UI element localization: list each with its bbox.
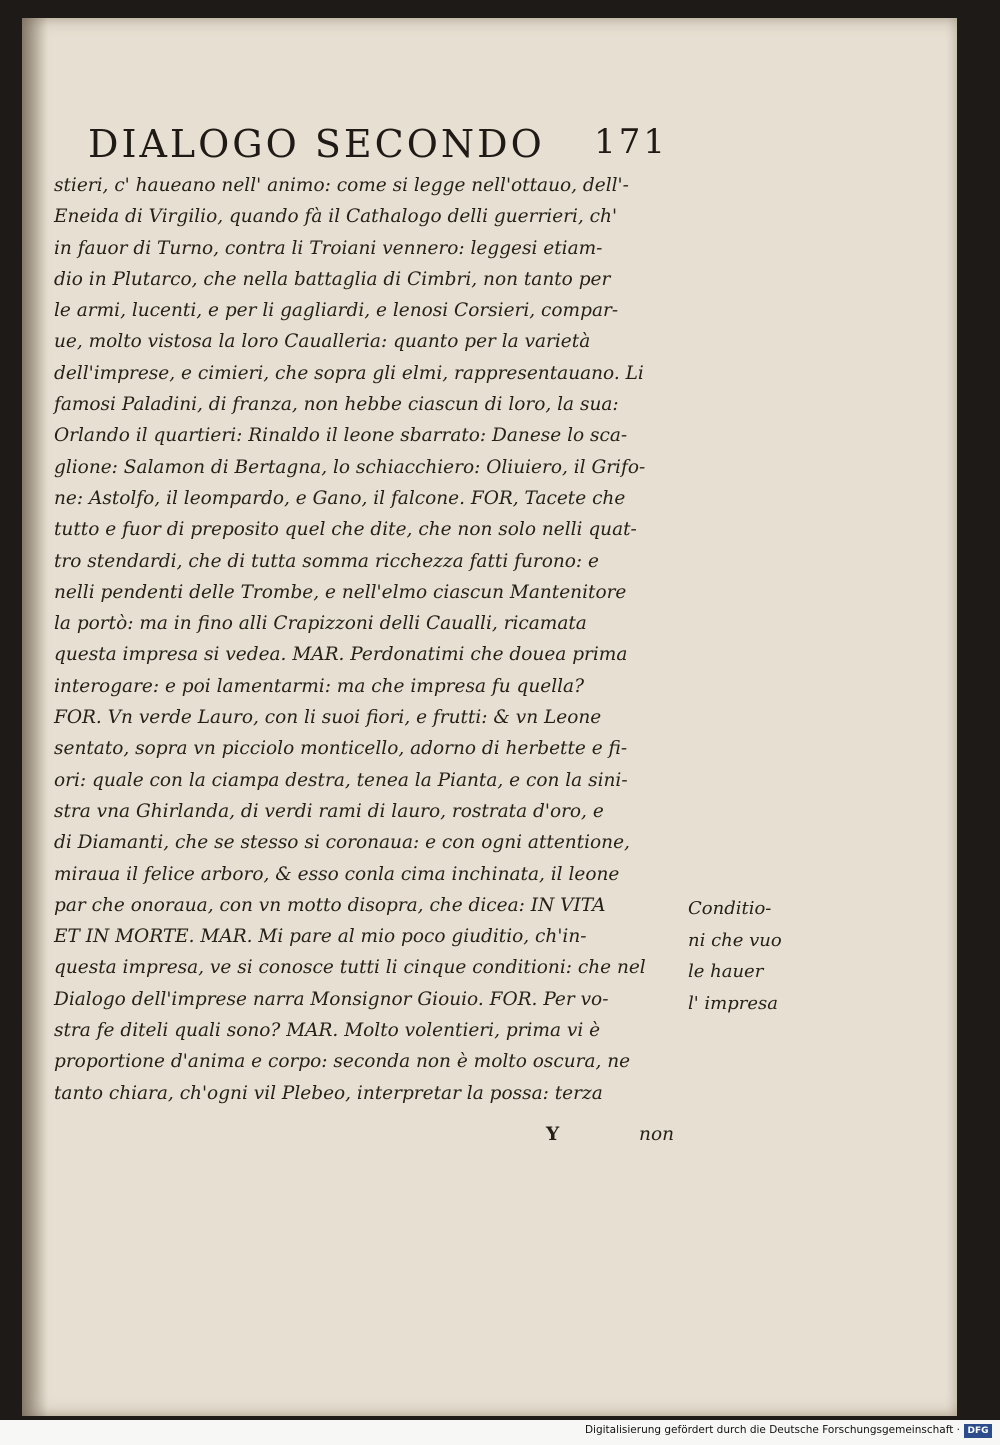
text-line: questa impresa, ve si conosce tutti li cinque conditioni: che nel — [54, 957, 646, 979]
text-line: sentato, sopra vn picciolo monticello, adorno di herbette e fi- — [54, 738, 628, 760]
text-line: tro stendardi, che di tutta somma ricchezza fatti furono: e — [54, 550, 599, 572]
text-line: FOR. Vn verde Lauro, con li suoi fiori, e frutti: & vn Leone — [54, 707, 602, 729]
marginal-gloss — [688, 893, 798, 1019]
text-line: la portò: ma in fino alli Crapizzoni delli Caualli, ricamata — [54, 613, 587, 635]
body-text — [54, 170, 674, 1109]
text-line: Eneida di Virgilio, quando fà il Cathalogo delli guerrieri, ch' — [54, 206, 618, 228]
text-line: ne: Astolfo, il leompardo, e Gano, il falcone. FOR, Tacete che — [54, 487, 626, 509]
gloss-line: ni che vuo — [688, 929, 782, 951]
text-line: glione: Salamon di Bertagna, lo schiacchiero: Oliuiero, il Grifo- — [54, 456, 646, 478]
digitization-credit: Digitalisierung gefördert durch die Deutsche Forschungsgemeinschaft · — [584, 1424, 960, 1436]
text-line: le armi, lucenti, e per li gagliardi, e lenosi Corsieri, compar- — [54, 300, 619, 322]
text-line: Dialogo dell'imprese narra Monsignor Giouio. FOR. Per vo- — [54, 988, 609, 1010]
running-head — [88, 122, 668, 172]
page-fold-shadow — [22, 18, 48, 1416]
text-line: proportione d'anima e corpo: seconda non è molto oscura, ne — [54, 1051, 631, 1073]
text-line: di Diamanti, che se stesso si coronaua: e con ogni attentione, — [54, 832, 630, 854]
text-line: stra fe diteli quali sono? MAR. Molto volentieri, prima vi è — [54, 1020, 601, 1042]
text-line: stieri, c' haueano nell' animo: come si legge nell'ottauo, dell'- — [54, 175, 629, 196]
credit-bar — [0, 1420, 1000, 1445]
text-line: interogare: e poi lamentarmi: ma che impresa fu quella? — [54, 675, 584, 697]
text-line: tanto chiara, ch'ogni vil Plebeo, interpretar la possa: terza — [54, 1082, 603, 1104]
gloss-line: le hauer — [688, 961, 764, 982]
catchword: non — [639, 1124, 674, 1145]
folio-number: 171 — [594, 122, 668, 162]
dfg-logo: DFG — [964, 1424, 992, 1438]
running-head-title: DIALOGO SECONDO — [88, 122, 545, 166]
text-line: ori: quale con la ciampa destra, tenea la Pianta, e con la sini- — [54, 769, 628, 791]
page-footer — [54, 1124, 674, 1154]
text-line: dio in Plutarco, che nella battaglia di Cimbri, non tanto per — [54, 268, 611, 290]
text-line: miraua il felice arboro, & esso conla cima inchinata, il leone — [54, 863, 620, 885]
text-line: ET IN MORTE. MAR. Mi pare al mio poco giuditio, ch'in- — [54, 926, 587, 948]
signature-mark: Y — [546, 1124, 560, 1145]
text-line: dell'imprese, e cimieri, che sopra gli elmi, rappresentauano. Li — [54, 362, 644, 384]
text-line: ue, molto vistosa la loro Caualleria: quanto per la varietà — [54, 331, 591, 353]
text-line: par che onoraua, con vn motto disopra, che dicea: IN VITA — [54, 894, 606, 916]
text-line: stra vna Ghirlanda, di verdi rami di lauro, rostrata d'oro, e — [54, 800, 604, 822]
text-line: nelli pendenti delle Trombe, e nell'elmo ciascun Mantenitore — [54, 581, 627, 603]
text-line: in fauor di Turno, contra li Troiani vennero: leggesi etiam- — [54, 237, 603, 259]
text-line: questa impresa si vedea. MAR. Perdonatimi che douea prima — [54, 644, 628, 666]
text-line: Orlando il quartieri: Rinaldo il leone sbarrato: Danese lo sca- — [54, 425, 628, 447]
text-line: tutto e fuor di preposito quel che dite, che non solo nelli quat- — [54, 519, 637, 541]
gloss-line: Conditio- — [688, 898, 772, 919]
text-line: famosi Paladini, di franza, non hebbe ciascun di loro, la sua: — [54, 394, 619, 416]
gloss-line: l' impresa — [688, 992, 778, 1014]
